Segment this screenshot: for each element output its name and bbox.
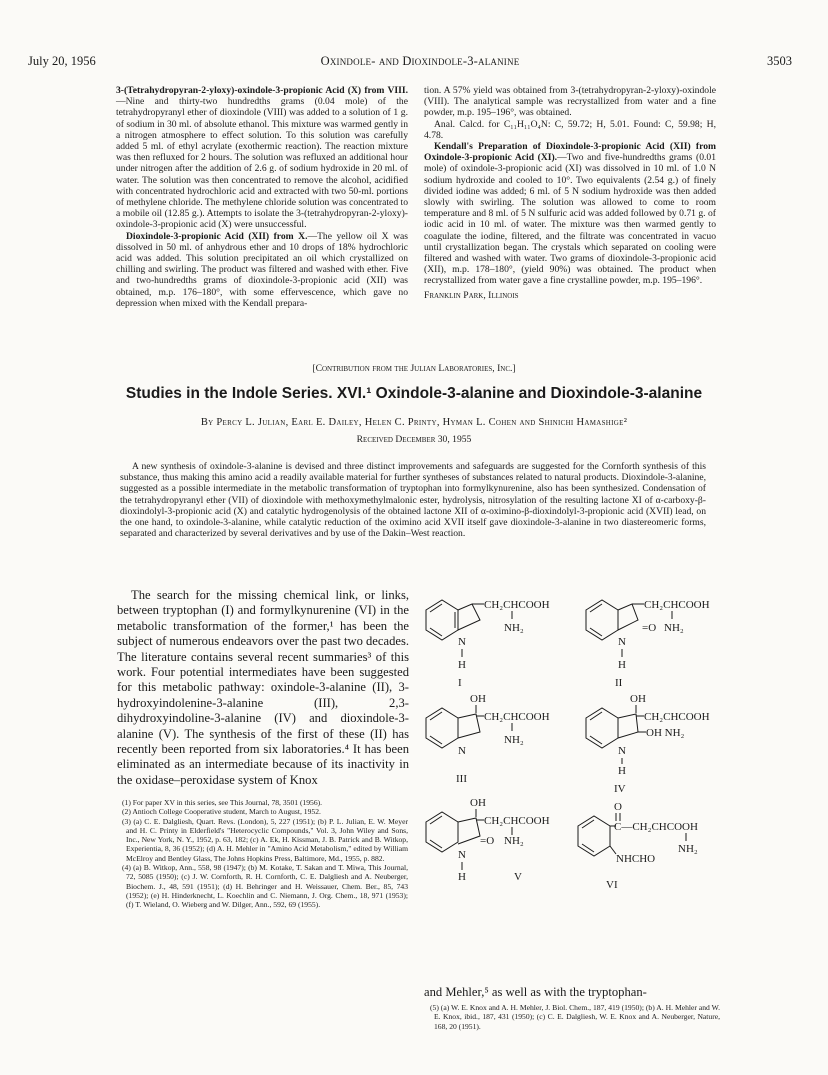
footnote: (5) (a) W. E. Knox and A. H. Mehler, J. Biol. Chem., 187, 419 (1950); (b) A. H. Mehler and W. E. Knox, ibid., 187, 431 (1950); (c) C. E. Dalgliesh, W. E. Knox and A. Neuberger, Nature, 168, 20 (1951). <box>430 1003 720 1031</box>
benzene-ring <box>586 708 618 748</box>
paragraph-text: Anal. Calcd. for C₁₁H₁₁O₄N: C, 59.72; H, 5.01. Found: C, 59.98; H, 4.78. <box>424 118 716 141</box>
paragraph <box>116 85 408 231</box>
prev-article-col2 <box>424 85 716 301</box>
paragraph <box>424 141 716 287</box>
carbonyl-label: =O <box>480 835 495 847</box>
structure-IV <box>586 693 710 795</box>
nitrogen-label: N <box>458 636 466 648</box>
running-title: Oxindole- and Dioxindole-3-alanine <box>320 54 520 68</box>
amine-label: NH₂ <box>504 835 524 847</box>
footnote: (1) For paper XV in this series, see This Journal, 78, 3501 (1956). <box>122 798 323 807</box>
paragraph-heading: Kendall's Preparation of Dioxindole-3-propionic Acid (XII) from Oxindole-3-propionic Acid (XI). <box>424 141 716 164</box>
structure-III <box>426 693 550 785</box>
structure-label: VI <box>606 879 618 891</box>
amine-label: NH₂ <box>678 843 698 855</box>
page-number: 3503 <box>767 54 792 68</box>
hydroxyl-amine-label: OH NH₂ <box>646 727 685 739</box>
paragraph-heading: Dioxindole-3-propionic Acid (XII) from X. <box>126 230 308 242</box>
structure-label: IV <box>614 783 626 795</box>
formamide-label: NHCHO <box>616 853 656 865</box>
nitrogen-label: N <box>458 745 466 757</box>
footnotes-right <box>424 1003 720 1031</box>
carbonyl-label: O <box>614 801 622 813</box>
chemical-structures <box>418 594 736 964</box>
abstract-text: A new synthesis of oxindole-3-alanine is devised and three distinct improvements and safeguards are suggested for the Cornforth synthesis of this substance, thus making this amino acid a readily available material for further syntheses of substances related to natural products. Dioxindole-3-alanine, suggested as a possible intermediate in the metabolic transformation of tryptophan into formylkynurenine, also has been synthesized. Condensation of the tetrahydropyranyl ether (VII) of dioxindole with methoxymethylmalonic ester, hydrolysis, nitrosylation of the resulting lactone XI of α-carboxy-β-dioxindolyl-3-propionic acid (X) and catalytic hydrogenolysis of the obtained lactone XII of α-oximino-β-dioxindolyl-3-propionic acid (XVII) lead, on the one hand, to oxindole-3-alanine, while catalytic reduction of the oximino acid XVII itself gave dioxindole-3-alanine in two diastereomeric forms, separated and characterized by several derivatives and by use of the Dakin–West reaction. <box>120 461 706 540</box>
benzene-ring <box>426 812 458 852</box>
side-chain-label: CH₂CHCOOH <box>644 599 710 611</box>
body-column <box>117 588 409 788</box>
side-chain-label: CH₂CHCOOH <box>484 711 550 723</box>
hydrogen-label: H <box>618 765 626 777</box>
structure-V <box>426 797 550 883</box>
side-chain-label: C—CH₂CHCOOH <box>614 821 698 833</box>
hydrogen-label: H <box>618 659 626 671</box>
side-chain-label: CH₂CHCOOH <box>644 711 710 723</box>
footnote: (2) Antioch College Cooperative student, March to August, 1952. <box>122 807 321 817</box>
structure-label: I <box>458 677 462 689</box>
structure-VI <box>578 801 698 891</box>
footnote: (4) (a) B. Witkop, Ann., 558, 98 (1947); (b) M. Kotake, T. Sakan and T. Miwa, This Journal, 72, 5085 (1950); (c) J. W. Cornforth, R. H. Cornforth, C. E. Dalgliesh and A. Neuberger, Biochem. J., 48, 591 (1951); (d) H. Behringer and H. Weissauer, Chem. Ber., 85, 743 (1952); (e) H. Hinderknecht, L. Koechlin and C. Niemann, J. Org. Chem., 18, 971 (1953); (f) T. Wieland, O. Wieberg and W. Dilger, Ann., 592, 69 (1955). <box>122 863 408 910</box>
side-chain-label: CH₂CHCOOH <box>484 599 550 611</box>
paragraph-text: —Nine and thirty-two hundredths grams (0.04 mole) of the tetrahydropyranyl ether of dioxindole (VIII) was added to a solution of 1 g. of sodium in 30 ml. of absolute ethanol. This mixture was warmed gently in a nitrogen atmosphere to effect solution. To this solution was carefully added 5 ml. of ethyl acrylate (exothermic reaction). The reaction mixture was then refluxed for 2 hours. The solution was refluxed an additional hour under nitrogen after the addition of 2.6 g. of sodium hydroxide in 20 ml. of water. The solution was then concentrated to remove the alcohol, acidified with concentrated hydrochloric acid and extracted with two 50-ml. portions of methylene chloride. The methylene chloride solution was concentrated to a mobile oil (12.85 g.). Attempts to isolate the 3-(tetrahydropyran-2-yloxy)-oxindole-3-propionic acid (X) were unsuccessful. <box>116 96 408 231</box>
hydroxyl-label: OH <box>630 693 646 705</box>
structure-label: II <box>615 677 623 689</box>
body-continuation: and Mehler,⁵ as well as with the tryptophan- <box>424 985 647 999</box>
received-date: Received December 30, 1955 <box>356 434 472 445</box>
amine-label: NH₂ <box>664 622 684 634</box>
amine-label: NH₂ <box>504 734 524 746</box>
contribution-line: [Contribution from the Julian Laboratories, Inc.] <box>312 363 516 374</box>
benzene-ring <box>578 816 610 856</box>
benzene-ring <box>426 600 458 640</box>
benzene-ring <box>426 708 458 748</box>
footnote: (3) (a) C. E. Dalgliesh, Quart. Revs. (London), 5, 227 (1951); (b) P. L. Julian, E. W. Meyer and H. C. Printy in Elderfield's "Heterocyclic Compounds," Vol. 3, John Wiley and Sons, Inc., New York, N. Y., 1952, p. 63, 182; (c) A. Ek, H. Kissman, J. B. Patrick and B. Witkop, Experientia, 8, 36 (1952); (d) A. H. Mehler in "Amino Acid Metabolism," edited by William McElroy and Bentley Glass, The Johns Hopkins Press, Baltimore, Md., 1955, p. 882. <box>122 816 408 863</box>
affiliation-place: Franklin Park, Illinois <box>424 289 519 301</box>
nitrogen-label: N <box>618 636 626 648</box>
article-title: Studies in the Indole Series. XVI.¹ Oxindole-3-alanine and Dioxindole-3-alanine <box>125 385 703 402</box>
paragraph <box>116 231 408 309</box>
author-line: By Percy L. Julian, Earl E. Dailey, Helen C. Printy, Hyman L. Cohen and Shinichi Hamashige² <box>200 417 628 428</box>
amine-label: NH₂ <box>504 622 524 634</box>
nitrogen-label: N <box>458 849 466 861</box>
body-paragraph: The search for the missing chemical link, or links, between tryptophan (I) and formylkynurenine (VI) in the metabolic transformation of the former,¹ has been the subject of numerous endeavors over the past two decades. The literature contains several recent summaries³ of this work. Four potential intermediates have been suggested for this metabolic pathway: oxindole-3-alanine (II), 3-hydroxyindolenine-3-alanine (III), 2,3-dihydroxyindoline-3-alanine (IV) and dioxindole-3-alanine (V). The synthesis of the first of these (II) has recently been reported from six laboratories.⁴ It has been eliminated as an intermediate because of its inactivity in the oxidase–peroxidase system of Knox <box>117 588 410 787</box>
paragraph-text: —Two and five-hundredths grams (0.01 mole) of oxindole-3-propionic acid (XI) was dissolved in 10 ml. of 1.0 N sodium hydroxide and cooled to 10°. Two equivalents (2.54 g.) of finely divided iodine was added; 6 ml. of 5 N sodium hydroxide was then added slowly with swirling. The solution was allowed to come to room temperature and 8 ml. of 5 N sulfuric acid was added followed by 0.71 g. of iodic acid in 10 ml. of water. The mixture was then warmed gently to coagulate the iodine, filtered, and the filtrate was concentrated in vacuo until crystallization began. The crystals which separated on cooling were filtered and washed with water. Two grams of dioxindole-3-propionic acid (XII), m.p. 178–180°, (yield 90%) was obtained. The product when recrystallized from water gave a fine crystalline powder, m.p. 195–196°. <box>424 152 716 287</box>
hydroxyl-label: OH <box>470 693 486 705</box>
paragraph-text: —The yellow oil X was dissolved in 50 ml. of anhydrous ether and 10 drops of 18% hydrochloric acid was added. This solution precipitated an oil which crystallized on chilling and swirling. The product was filtered and washed with ether. Five and two-hundredths grams of dioxindole-3-propionic acid (XII) was obtained, m.p. 176–180°, with some effervescence, which gave no depression when mixed with the Kendall prepara- <box>116 230 408 309</box>
prev-article-col1 <box>116 85 408 309</box>
structure-label: III <box>456 773 467 785</box>
header-date: July 20, 1956 <box>28 54 96 68</box>
benzene-ring <box>586 600 618 640</box>
analysis-line <box>424 119 716 141</box>
structure-label: V <box>514 871 522 883</box>
footnotes-left <box>116 798 408 910</box>
side-chain-label: CH₂CHCOOH <box>484 815 550 827</box>
paragraph-text: tion. A 57% yield was obtained from 3-(tetrahydropyran-2-yloxy)-oxindole (VIII). The analytical sample was recrystallized from water and a fine powder, m.p. 195–196°, was obtained. <box>424 85 716 119</box>
nitrogen-label: N <box>618 745 626 757</box>
hydroxyl-label: OH <box>470 797 486 809</box>
paragraph <box>424 85 716 119</box>
abstract <box>120 461 706 539</box>
hydrogen-label: H <box>458 871 466 883</box>
paragraph-heading: 3-(Tetrahydropyran-2-yloxy)-oxindole-3-propionic Acid (X) from VIII. <box>116 85 408 96</box>
hydrogen-label: H <box>458 659 466 671</box>
structure-II <box>586 599 710 689</box>
structure-I <box>426 599 550 689</box>
carbonyl-label: =O <box>642 622 657 634</box>
